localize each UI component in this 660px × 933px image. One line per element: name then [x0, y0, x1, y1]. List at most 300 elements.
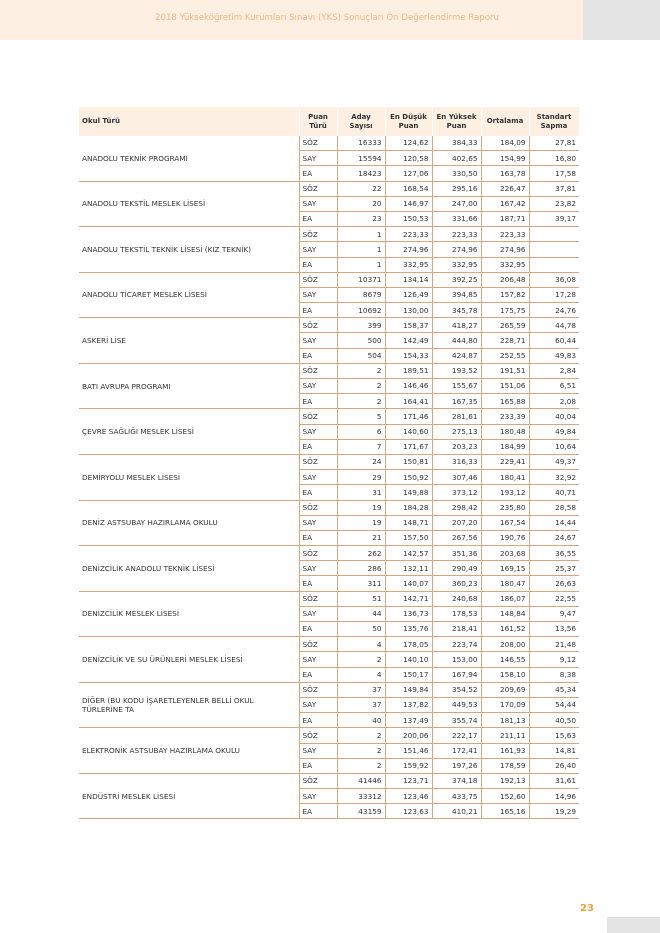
table-row — [79, 181, 579, 196]
value-cell: 274,96 — [432, 242, 481, 257]
value-cell: 40 — [337, 713, 385, 728]
value-cell: 165,88 — [481, 394, 529, 409]
value-cell: 142,57 — [385, 546, 432, 561]
value-cell: 171,46 — [385, 409, 432, 424]
results-table — [79, 107, 580, 819]
value-cell: 31 — [337, 485, 385, 500]
table-row — [79, 500, 579, 515]
value-cell: 229,41 — [481, 454, 529, 469]
score-type-cell: SÖZ — [299, 682, 337, 697]
value-cell: 171,67 — [385, 439, 432, 454]
score-type-cell: EA — [299, 622, 337, 637]
value-cell: 154,99 — [481, 151, 529, 166]
value-cell: 1 — [337, 257, 385, 272]
score-type-cell: EA — [299, 576, 337, 591]
value-cell: 158,10 — [481, 667, 529, 682]
value-cell: 235,80 — [481, 500, 529, 515]
value-cell: 28,58 — [529, 500, 579, 515]
value-cell: 172,41 — [432, 743, 481, 758]
value-cell: 424,87 — [432, 348, 481, 363]
school-type-cell: DEMİRYOLU MESLEK LİSESİ — [79, 454, 299, 500]
score-type-cell: EA — [299, 211, 337, 226]
score-type-cell: SAY — [299, 606, 337, 621]
value-cell: 8679 — [337, 287, 385, 302]
value-cell: 37,81 — [529, 181, 579, 196]
value-cell: 298,42 — [432, 500, 481, 515]
value-cell: 9,12 — [529, 652, 579, 667]
header-bar — [0, 0, 583, 40]
value-cell: 178,53 — [432, 606, 481, 621]
value-cell: 206,48 — [481, 272, 529, 287]
school-type-cell: ANADOLU TİCARET MESLEK LİSESİ — [79, 272, 299, 318]
value-cell: 233,39 — [481, 409, 529, 424]
value-cell: 6,51 — [529, 379, 579, 394]
score-type-cell: SÖZ — [299, 181, 337, 196]
value-cell: 142,49 — [385, 333, 432, 348]
value-cell: 24 — [337, 454, 385, 469]
value-cell: 4 — [337, 637, 385, 652]
value-cell: 274,96 — [385, 242, 432, 257]
score-type-cell: SAY — [299, 743, 337, 758]
column-header: Aday Sayısı — [337, 107, 385, 136]
value-cell: 37 — [337, 697, 385, 712]
table-row — [79, 728, 579, 743]
value-cell: 252,55 — [481, 348, 529, 363]
value-cell: 16333 — [337, 136, 385, 151]
value-cell: 191,51 — [481, 363, 529, 378]
value-cell: 275,13 — [432, 424, 481, 439]
value-cell: 286 — [337, 561, 385, 576]
value-cell: 190,76 — [481, 530, 529, 545]
table-row — [79, 591, 579, 606]
value-cell: 157,50 — [385, 530, 432, 545]
value-cell: 223,74 — [432, 637, 481, 652]
value-cell: 44,78 — [529, 318, 579, 333]
column-header: En Yüksek Puan — [432, 107, 481, 136]
value-cell: 4 — [337, 667, 385, 682]
value-cell: 187,71 — [481, 211, 529, 226]
value-cell: 15594 — [337, 151, 385, 166]
value-cell: 170,09 — [481, 697, 529, 712]
value-cell: 146,97 — [385, 196, 432, 211]
value-cell: 247,00 — [432, 196, 481, 211]
report-title: 2018 Yükseköğretim Kurumları Sınavı (YKS) Sonuçları Ön Değerlendirme Raporu — [154, 13, 499, 23]
school-type-cell: ELEKTRONİK ASTSUBAY HAZIRLAMA OKULU — [79, 728, 299, 774]
score-type-cell: SÖZ — [299, 454, 337, 469]
value-cell: 332,95 — [481, 257, 529, 272]
value-cell: 29 — [337, 470, 385, 485]
value-cell: 6 — [337, 424, 385, 439]
value-cell: 167,35 — [432, 394, 481, 409]
value-cell: 123,63 — [385, 804, 432, 819]
score-type-cell: SÖZ — [299, 546, 337, 561]
value-cell: 211,11 — [481, 728, 529, 743]
value-cell: 203,23 — [432, 439, 481, 454]
value-cell: 504 — [337, 348, 385, 363]
value-cell: 43159 — [337, 804, 385, 819]
value-cell: 22 — [337, 181, 385, 196]
value-cell: 331,66 — [432, 211, 481, 226]
score-type-cell: SÖZ — [299, 773, 337, 788]
column-header: En Düşük Puan — [385, 107, 432, 136]
value-cell: 149,88 — [385, 485, 432, 500]
value-cell: 5 — [337, 409, 385, 424]
value-cell — [529, 257, 579, 272]
score-type-cell: SÖZ — [299, 272, 337, 287]
value-cell: 14,44 — [529, 515, 579, 530]
value-cell: 2 — [337, 379, 385, 394]
score-type-cell: SAY — [299, 333, 337, 348]
value-cell: 2,84 — [529, 363, 579, 378]
score-type-cell: EA — [299, 804, 337, 819]
value-cell: 332,95 — [432, 257, 481, 272]
value-cell: 178,05 — [385, 637, 432, 652]
school-type-cell: ÇEVRE SAĞLIĞI MESLEK LİSESİ — [79, 409, 299, 455]
score-type-cell: SAY — [299, 196, 337, 211]
value-cell: 7 — [337, 439, 385, 454]
value-cell: 10,64 — [529, 439, 579, 454]
score-type-cell: SAY — [299, 379, 337, 394]
school-type-cell: DENİZCİLİK ANADOLU TEKNİK LİSESİ — [79, 546, 299, 592]
score-type-cell: SAY — [299, 652, 337, 667]
school-type-cell: DENİZ ASTSUBAY HAZIRLAMA OKULU — [79, 500, 299, 546]
value-cell: 23 — [337, 211, 385, 226]
value-cell: 399 — [337, 318, 385, 333]
value-cell: 157,82 — [481, 287, 529, 302]
value-cell: 1 — [337, 227, 385, 242]
value-cell: 18423 — [337, 166, 385, 181]
table-row — [79, 454, 579, 469]
score-type-cell: SAY — [299, 424, 337, 439]
value-cell: 158,37 — [385, 318, 432, 333]
value-cell: 14,81 — [529, 743, 579, 758]
value-cell: 13,56 — [529, 622, 579, 637]
value-cell: 16,80 — [529, 151, 579, 166]
value-cell: 26,40 — [529, 758, 579, 773]
value-cell: 155,67 — [432, 379, 481, 394]
value-cell: 150,81 — [385, 454, 432, 469]
value-cell: 132,11 — [385, 561, 432, 576]
score-type-cell: EA — [299, 667, 337, 682]
value-cell: 184,99 — [481, 439, 529, 454]
school-type-cell: BATI AVRUPA PROGRAMI — [79, 363, 299, 409]
value-cell: 54,44 — [529, 697, 579, 712]
value-cell: 146,46 — [385, 379, 432, 394]
value-cell: 373,12 — [432, 485, 481, 500]
value-cell: 178,59 — [481, 758, 529, 773]
value-cell: 207,20 — [432, 515, 481, 530]
value-cell: 193,12 — [481, 485, 529, 500]
value-cell: 433,75 — [432, 789, 481, 804]
value-cell: 354,52 — [432, 682, 481, 697]
value-cell: 444,80 — [432, 333, 481, 348]
score-type-cell: SÖZ — [299, 637, 337, 652]
value-cell: 168,54 — [385, 181, 432, 196]
value-cell: 159,92 — [385, 758, 432, 773]
table-header-row — [79, 107, 579, 136]
value-cell: 152,60 — [481, 789, 529, 804]
table-row — [79, 272, 579, 287]
value-cell: 167,54 — [481, 515, 529, 530]
score-type-cell: SAY — [299, 789, 337, 804]
value-cell: 2,08 — [529, 394, 579, 409]
table-row — [79, 363, 579, 378]
value-cell: 154,33 — [385, 348, 432, 363]
value-cell: 36,08 — [529, 272, 579, 287]
value-cell: 161,93 — [481, 743, 529, 758]
school-type-cell: DENİZCİLİK MESLEK LİSESİ — [79, 591, 299, 637]
score-type-cell: SÖZ — [299, 500, 337, 515]
value-cell: 140,07 — [385, 576, 432, 591]
value-cell: 21 — [337, 530, 385, 545]
score-type-cell: SÖZ — [299, 363, 337, 378]
score-type-cell: SAY — [299, 287, 337, 302]
value-cell: 208,00 — [481, 637, 529, 652]
value-cell: 17,28 — [529, 287, 579, 302]
score-type-cell: SAY — [299, 151, 337, 166]
value-cell: 355,74 — [432, 713, 481, 728]
value-cell: 134,14 — [385, 272, 432, 287]
table-row — [79, 136, 579, 151]
table-row — [79, 637, 579, 652]
table-row — [79, 409, 579, 424]
value-cell: 123,46 — [385, 789, 432, 804]
value-cell: 136,73 — [385, 606, 432, 621]
value-cell: 449,53 — [432, 697, 481, 712]
value-cell: 169,15 — [481, 561, 529, 576]
table-row — [79, 682, 579, 697]
value-cell: 1 — [337, 242, 385, 257]
value-cell: 150,92 — [385, 470, 432, 485]
footer-gray-block — [607, 917, 660, 933]
value-cell: 2 — [337, 652, 385, 667]
value-cell — [529, 242, 579, 257]
value-cell: 150,53 — [385, 211, 432, 226]
value-cell: 39,17 — [529, 211, 579, 226]
value-cell: 49,37 — [529, 454, 579, 469]
value-cell: 60,44 — [529, 333, 579, 348]
score-type-cell: SÖZ — [299, 409, 337, 424]
value-cell: 316,33 — [432, 454, 481, 469]
value-cell: 22,55 — [529, 591, 579, 606]
value-cell: 311 — [337, 576, 385, 591]
value-cell: 8,38 — [529, 667, 579, 682]
value-cell: 295,16 — [432, 181, 481, 196]
value-cell: 25,37 — [529, 561, 579, 576]
value-cell: 40,50 — [529, 713, 579, 728]
school-type-cell: ANADOLU TEKNİK PROGRAMI — [79, 136, 299, 181]
value-cell: 2 — [337, 743, 385, 758]
value-cell: 189,51 — [385, 363, 432, 378]
value-cell: 167,94 — [432, 667, 481, 682]
score-type-cell: SÖZ — [299, 728, 337, 743]
value-cell: 223,33 — [432, 227, 481, 242]
value-cell: 265,59 — [481, 318, 529, 333]
table-body — [79, 136, 579, 819]
value-cell: 14,96 — [529, 789, 579, 804]
value-cell: 10692 — [337, 303, 385, 318]
value-cell: 32,92 — [529, 470, 579, 485]
value-cell: 2 — [337, 363, 385, 378]
value-cell: 228,71 — [481, 333, 529, 348]
value-cell: 26,63 — [529, 576, 579, 591]
value-cell: 184,28 — [385, 500, 432, 515]
value-cell: 140,60 — [385, 424, 432, 439]
value-cell: 151,46 — [385, 743, 432, 758]
value-cell: 163,78 — [481, 166, 529, 181]
score-type-cell: SÖZ — [299, 591, 337, 606]
value-cell: 181,13 — [481, 713, 529, 728]
column-header: Ortalama — [481, 107, 529, 136]
value-cell: 267,56 — [432, 530, 481, 545]
score-type-cell: EA — [299, 439, 337, 454]
value-cell: 19 — [337, 515, 385, 530]
table-row — [79, 546, 579, 561]
value-cell: 149,84 — [385, 682, 432, 697]
value-cell: 209,69 — [481, 682, 529, 697]
value-cell: 23,82 — [529, 196, 579, 211]
value-cell: 123,71 — [385, 773, 432, 788]
score-type-cell: SÖZ — [299, 318, 337, 333]
value-cell: 140,10 — [385, 652, 432, 667]
value-cell: 40,71 — [529, 485, 579, 500]
value-cell: 24,67 — [529, 530, 579, 545]
score-type-cell: EA — [299, 713, 337, 728]
value-cell: 45,34 — [529, 682, 579, 697]
value-cell: 200,06 — [385, 728, 432, 743]
value-cell: 127,06 — [385, 166, 432, 181]
value-cell: 2 — [337, 394, 385, 409]
value-cell: 126,49 — [385, 287, 432, 302]
value-cell: 161,52 — [481, 622, 529, 637]
value-cell: 24,76 — [529, 303, 579, 318]
score-type-cell: SÖZ — [299, 227, 337, 242]
value-cell: 41446 — [337, 773, 385, 788]
score-type-cell: EA — [299, 348, 337, 363]
score-type-cell: SAY — [299, 697, 337, 712]
value-cell: 223,33 — [481, 227, 529, 242]
school-type-cell: ASKERİ LİSE — [79, 318, 299, 364]
score-type-cell: EA — [299, 257, 337, 272]
school-type-cell: ANADOLU TEKSTİL TEKNİK LİSESİ (KIZ TEKNİK) — [79, 227, 299, 273]
value-cell: 402,65 — [432, 151, 481, 166]
value-cell: 374,18 — [432, 773, 481, 788]
score-type-cell: EA — [299, 394, 337, 409]
value-cell: 351,36 — [432, 546, 481, 561]
value-cell: 21,48 — [529, 637, 579, 652]
value-cell: 2 — [337, 728, 385, 743]
value-cell: 50 — [337, 622, 385, 637]
value-cell: 192,13 — [481, 773, 529, 788]
score-type-cell: SAY — [299, 470, 337, 485]
score-type-cell: EA — [299, 303, 337, 318]
value-cell: 44 — [337, 606, 385, 621]
value-cell: 203,68 — [481, 546, 529, 561]
value-cell: 392,25 — [432, 272, 481, 287]
value-cell: 175,75 — [481, 303, 529, 318]
value-cell: 20 — [337, 196, 385, 211]
value-cell: 135,76 — [385, 622, 432, 637]
value-cell: 9,47 — [529, 606, 579, 621]
value-cell: 410,21 — [432, 804, 481, 819]
value-cell: 394,85 — [432, 287, 481, 302]
value-cell: 130,00 — [385, 303, 432, 318]
value-cell: 197,26 — [432, 758, 481, 773]
value-cell: 2 — [337, 758, 385, 773]
value-cell: 180,48 — [481, 424, 529, 439]
table-row — [79, 227, 579, 242]
value-cell: 274,96 — [481, 242, 529, 257]
score-type-cell: EA — [299, 758, 337, 773]
value-cell: 124,62 — [385, 136, 432, 151]
value-cell: 180,41 — [481, 470, 529, 485]
value-cell: 281,61 — [432, 409, 481, 424]
score-type-cell: SÖZ — [299, 136, 337, 151]
score-type-cell: EA — [299, 530, 337, 545]
value-cell: 262 — [337, 546, 385, 561]
value-cell: 17,58 — [529, 166, 579, 181]
value-cell: 142,71 — [385, 591, 432, 606]
value-cell: 360,23 — [432, 576, 481, 591]
value-cell: 332,95 — [385, 257, 432, 272]
school-type-cell: DENİZCİLİK VE SU ÜRÜNLERİ MESLEK LİSESİ — [79, 637, 299, 683]
value-cell: 31,61 — [529, 773, 579, 788]
value-cell: 418,27 — [432, 318, 481, 333]
value-cell: 120,58 — [385, 151, 432, 166]
score-type-cell: EA — [299, 166, 337, 181]
value-cell: 146,55 — [481, 652, 529, 667]
value-cell: 307,46 — [432, 470, 481, 485]
value-cell: 150,17 — [385, 667, 432, 682]
value-cell: 193,52 — [432, 363, 481, 378]
score-type-cell: SAY — [299, 242, 337, 257]
school-type-cell: DİĞER (BU KODU İŞARETLEYENLER BELLİ OKUL TÜRLERİNE TA — [79, 682, 299, 728]
school-type-cell: ENDÜSTRİ MESLEK LİSESİ — [79, 773, 299, 819]
value-cell: 240,68 — [432, 591, 481, 606]
value-cell: 148,71 — [385, 515, 432, 530]
value-cell: 345,78 — [432, 303, 481, 318]
value-cell: 27,81 — [529, 136, 579, 151]
value-cell: 15,63 — [529, 728, 579, 743]
column-header: Standart Sapma — [529, 107, 579, 136]
value-cell: 222,17 — [432, 728, 481, 743]
value-cell: 37 — [337, 682, 385, 697]
value-cell: 180,47 — [481, 576, 529, 591]
value-cell: 384,33 — [432, 136, 481, 151]
value-cell: 290,49 — [432, 561, 481, 576]
value-cell: 19 — [337, 500, 385, 515]
value-cell: 165,16 — [481, 804, 529, 819]
value-cell: 218,41 — [432, 622, 481, 637]
value-cell: 36,55 — [529, 546, 579, 561]
value-cell: 167,42 — [481, 196, 529, 211]
value-cell: 164,41 — [385, 394, 432, 409]
value-cell: 137,49 — [385, 713, 432, 728]
score-type-cell: SAY — [299, 561, 337, 576]
value-cell: 49,84 — [529, 424, 579, 439]
page-number: 23 — [580, 903, 594, 914]
value-cell: 186,07 — [481, 591, 529, 606]
value-cell: 151,06 — [481, 379, 529, 394]
header-gray-block — [583, 0, 660, 40]
value-cell: 223,33 — [385, 227, 432, 242]
table-row — [79, 318, 579, 333]
column-header: Okul Türü — [79, 107, 299, 136]
value-cell: 40,04 — [529, 409, 579, 424]
value-cell: 137,82 — [385, 697, 432, 712]
value-cell: 10371 — [337, 272, 385, 287]
school-type-cell: ANADOLU TEKSTİL MESLEK LİSESİ — [79, 181, 299, 227]
